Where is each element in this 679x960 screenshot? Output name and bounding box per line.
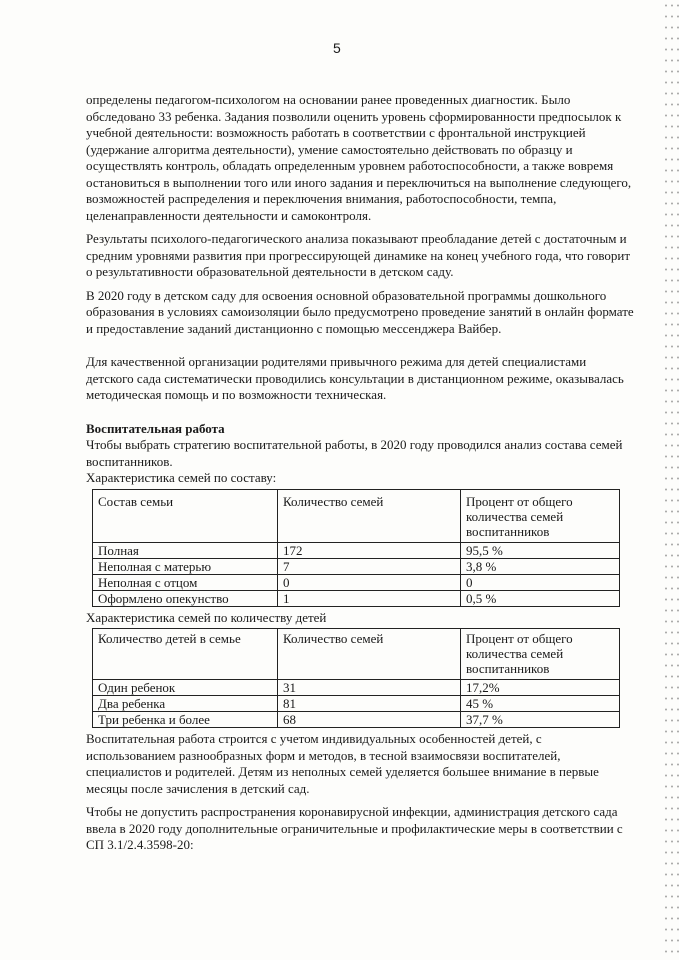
- table-header-cell: Количество семей: [278, 629, 461, 680]
- table-cell: 0: [278, 574, 461, 590]
- table-row: [93, 558, 620, 574]
- scan-edge-noise: [663, 0, 679, 960]
- table-cell: Неполная с матерью: [93, 558, 278, 574]
- table-row: [93, 712, 620, 728]
- table-header-row: [93, 629, 620, 680]
- table-header-cell: Количество семей: [278, 489, 461, 542]
- strategy-paragraph: Чтобы выбрать стратегию воспитательной работы, в 2020 году проводился анализ состава семей воспитанников.: [86, 437, 623, 469]
- table-header-cell: Состав семьи: [93, 489, 278, 542]
- table-header-row: [93, 489, 620, 542]
- section-heading: Воспитательная работа: [86, 420, 225, 436]
- table-cell: Оформлено опекунство: [93, 590, 278, 606]
- table-cell: 95,5 %: [461, 542, 620, 558]
- table-cell: 68: [278, 712, 461, 728]
- table-row: [93, 696, 620, 712]
- table-cell: Полная: [93, 542, 278, 558]
- table-header-cell: Процент от общего количества семей воспитанников: [461, 489, 620, 542]
- table-cell: Два ребенка: [93, 696, 278, 712]
- table-cell: 0: [461, 574, 620, 590]
- table-cell: 1: [278, 590, 461, 606]
- table-cell: Три ребенка и более: [93, 712, 278, 728]
- table-header-cell: Количество детей в семье: [93, 629, 278, 680]
- table-header-cell: Процент от общего количества семей воспитанников: [461, 629, 620, 680]
- table-row: [93, 590, 620, 606]
- table2-caption: Характеристика семей по количеству детей: [86, 609, 327, 625]
- table-cell: 37,7 %: [461, 712, 620, 728]
- remote-learning-paragraph: В 2020 году в детском саду для освоения основной образовательной программы дошкольного образования в условиях самоизоляции было предусмотрено проведение занятий в онлайн формате и предоставление заданий дистанционно с помощью мессенджера Вайбер.: [86, 287, 634, 336]
- children-count-table: [92, 628, 620, 728]
- family-composition-table: [92, 489, 620, 607]
- table-cell: Один ребенок: [93, 680, 278, 696]
- covid-measures-paragraph: Чтобы не допустить распространения коронавирусной инфекции, администрация детского сада ввела в 2020 году дополнительные ограничительные и профилактические меры в соответствии с СП 3.1/2.4.3598-20:: [86, 804, 623, 852]
- table-cell: 0,5 %: [461, 590, 620, 606]
- page-content: [86, 92, 634, 861]
- table-cell: 31: [278, 680, 461, 696]
- table-cell: 81: [278, 696, 461, 712]
- table-cell: 172: [278, 542, 461, 558]
- table-cell: 17,2%: [461, 680, 620, 696]
- page-number: 5: [333, 40, 341, 56]
- table-cell: 45 %: [461, 696, 620, 712]
- consultations-paragraph: Для качественной организации родителями привычного режима для детей специалистами детского сада систематически проводились консультации в дистанционном режиме, оказывалась методическая помощь и по возможности техническая.: [86, 354, 624, 402]
- table1-caption: Характеристика семей по составу:: [86, 470, 277, 485]
- table-row: [93, 574, 620, 590]
- table-cell: 3,8 %: [461, 558, 620, 574]
- intro-paragraph: определены педагогом-психологом на основании ранее проведенных диагностик. Было обследовано 33 ребенка. Задания позволили оценить уровень сформированности предпосылок к учебной деятельности: возможность работать в соответствии с фронтальной инструкцией (удержание алгоритма деятельности), умение самостоятельно действовать по образцу и осуществлять контроль, обладать определенным уровнем работоспособности, а также вовремя остановиться в выполнении того или иного задания и переключиться на выполнение следующего, возможностей распределения и переключения внимания, работоспособности, темпа, целенаправленности деятельности и самоконтроля.: [86, 92, 632, 223]
- results-paragraph: Результаты психолого-педагогического анализа показывают преобладание детей с достаточным и средним уровнями развития при прогрессирующей динамике на конец учебного года, что говорит о результативности образовательной деятельности в детском саду.: [86, 231, 631, 279]
- table-row: [93, 542, 620, 558]
- table-row: [93, 680, 620, 696]
- table-cell: Неполная с отцом: [93, 574, 278, 590]
- table-cell: 7: [278, 558, 461, 574]
- upbringing-paragraph: Воспитательная работа строится с учетом индивидуальных особенностей детей, с использованием разнообразных форм и методов, в тесной взаимосвязи воспитателей, специалистов и родителей. Детям из неполных семей уделяется большее внимание в первые месяцы после зачисления в детский сад.: [86, 731, 599, 796]
